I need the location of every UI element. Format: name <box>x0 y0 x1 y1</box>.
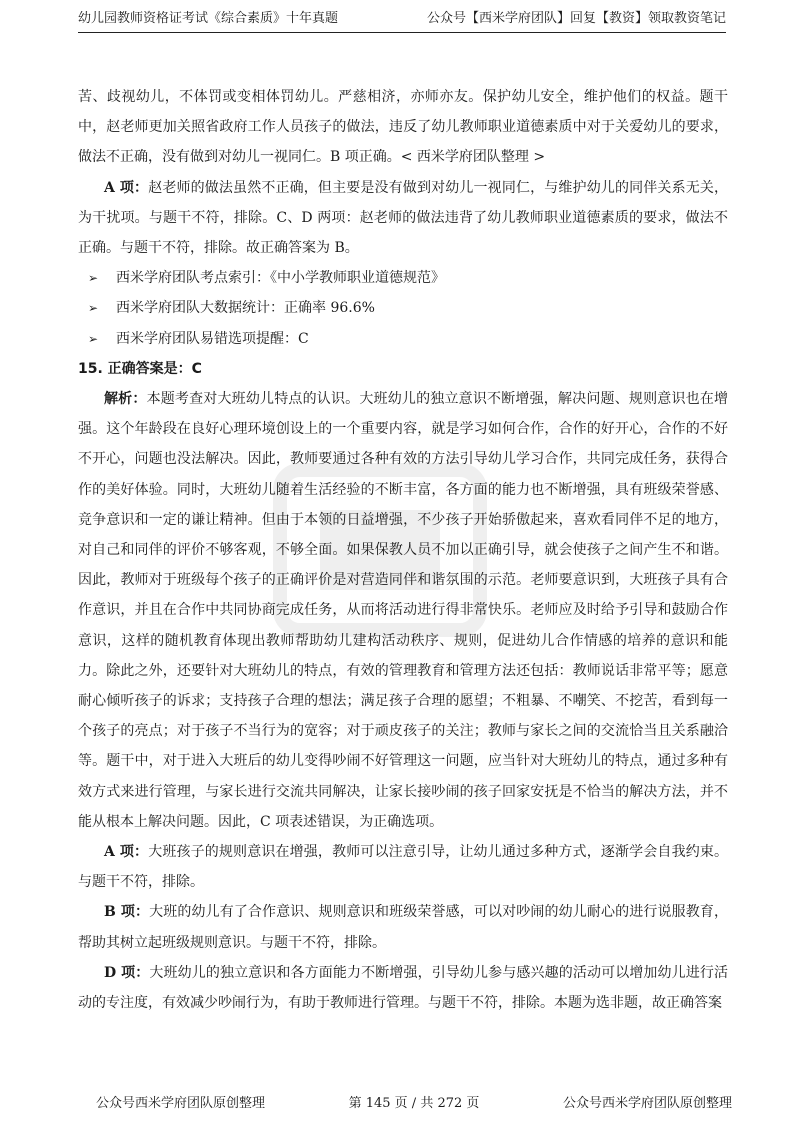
bullet-text: 西米学府团队易错选项提醒：C <box>116 330 309 347</box>
footer-left: 公众号西米学府团队原创整理 <box>96 1096 266 1111</box>
analysis-paragraph <box>78 384 728 837</box>
page-number: 第 145 页 / 共 272 页 <box>348 1096 480 1111</box>
continued-paragraph: 苦、歧视幼儿，不体罚或变相体罚幼儿。严慈相济，亦师亦友。保护幼儿安全，维护他们的权益。题干中，赵老师更加关照省政府工作人员孩子的做法，违反了幼儿教师职业道德素质中对于关爱幼儿的要求，做法不正确，没有做到对幼儿一视同仁。B 项正确。< 西米学府团队整理 > <box>78 89 728 166</box>
page-footer <box>96 1092 732 1111</box>
bullet-item <box>78 324 728 354</box>
option-b-text: 大班的幼儿有了合作意识、规则意识和班级荣誉感，可以对吵闹的幼儿耐心的进行说服教育，帮助其树立起班级规则意识。与题干不符，排除。 <box>78 904 728 951</box>
arrow-bullet-icon: ➢ <box>88 271 99 286</box>
bullet-text: 西米学府团队考点索引：《中小学教师职业道德规范》 <box>116 270 445 287</box>
option-a-q14 <box>78 173 728 264</box>
bullet-item <box>78 263 728 293</box>
arrow-bullet-icon: ➢ <box>88 331 99 346</box>
option-b-label: B 项： <box>104 904 150 921</box>
page-content <box>78 82 728 1018</box>
question-15-title: 15. 正确答案是：C <box>78 360 202 377</box>
option-d-label: D 项： <box>104 964 150 981</box>
bullet-item <box>78 293 728 323</box>
option-d-paragraph <box>78 958 728 1018</box>
option-a-label: A 项： <box>104 844 149 861</box>
option-b-paragraph <box>78 897 728 957</box>
option-a-text: 大班孩子的规则意识在增强，教师可以注意引导，让幼儿通过多种方式，逐渐学会自我约束。与题干不符，排除。 <box>78 844 728 891</box>
bullet-text: 西米学府团队大数据统计：正确率 96.6% <box>116 300 375 317</box>
header-left-title: 幼儿园教师资格证考试《综合素质》十年真题 <box>78 11 339 26</box>
option-a-q14-label: A 项： <box>104 179 149 196</box>
option-a-q14-text: 赵老师的做法虽然不正确，但主要是没有做到对幼儿一视同仁，与维护幼儿的同伴关系无关，为干扰项。与题干不符，排除。C、D 两项：赵老师的做法违背了幼儿教师职业道德素质的要求，做法不正确。与题干不符，排除。故正确答案为 B。 <box>78 179 728 257</box>
footer-right: 公众号西米学府团队原创整理 <box>562 1096 732 1111</box>
arrow-bullet-icon: ➢ <box>88 301 99 316</box>
analysis-text: 本题考查对大班幼儿特点的认识。大班幼儿的独立意识不断增强，解决问题、规则意识也在增强。这个年龄段在良好心理环境创设上的一个重要内容，就是学习如何合作，合作的好开心，合作的不好不开心，问题也没法解决。因此，教师要通过各种有效的方法引导幼儿学习合作，共同完成任务，获得合作的美好体验。同时，大班幼儿随着生活经验的不断丰富，各方面的能力也不断增强，具有班级荣誉感、竞争意识和一定的谦让精神。但由于本领的日益增强，不少孩子开始骄傲起来，喜欢看同伴不足的地方，对自己和同伴的评价不够客观，不够全面。如果保教人员不加以正确引导，就会使孩子之间产生不和谐。因此，教师对于班级每个孩子的正确评价是对营造同伴和谐氛围的示范。老师要意识到，大班孩子具有合作意识，并且在合作中共同协商完成任务，从而将活动进行得非常快乐。老师应及时给予引导和鼓励合作意识，这样的随机教育体现出教师帮助幼儿建构活动秩序、规则，促进幼儿合作情感的培养的意识和能力。除此之外，还要针对大班幼儿的特点，有效的管理教育和管理方法还包括：教师说话非常平等；愿意耐心倾听孩子的诉求；支持孩子合理的想法；满足孩子合理的愿望；不粗暴、不嘲笑、不挖苦，看到每一个孩子的亮点；对于孩子不当行为的宽容；对于顽皮孩子的关注；教师与家长之间的交流恰当且关系融洽等。题干中，对于进入大班后的幼儿变得吵闹不好管理这一问题，应当针对大班幼儿的特点，通过多种有效方式来进行管理，与家长进行交流共同解决，让家长接吵闹的孩子回家安抚是不恰当的解决方法，并不能从根本上解决问题。因此，C 项表述错误，为正确选项。 <box>78 391 729 830</box>
header-right-notice: 公众号【西米学府团队】回复【教资】领取教资笔记 <box>426 11 726 26</box>
option-a-paragraph <box>78 837 728 897</box>
option-d-text: 大班幼儿的独立意识和各方面能力不断增强，引导幼儿参与感兴趣的活动可以增加幼儿进行活动的专注度，有效减少吵闹行为，有助于教师进行管理。与题干不符，排除。本题为选非题，故正确答案 <box>78 964 729 1012</box>
page-header <box>78 6 726 33</box>
analysis-label: 解析： <box>104 391 147 408</box>
